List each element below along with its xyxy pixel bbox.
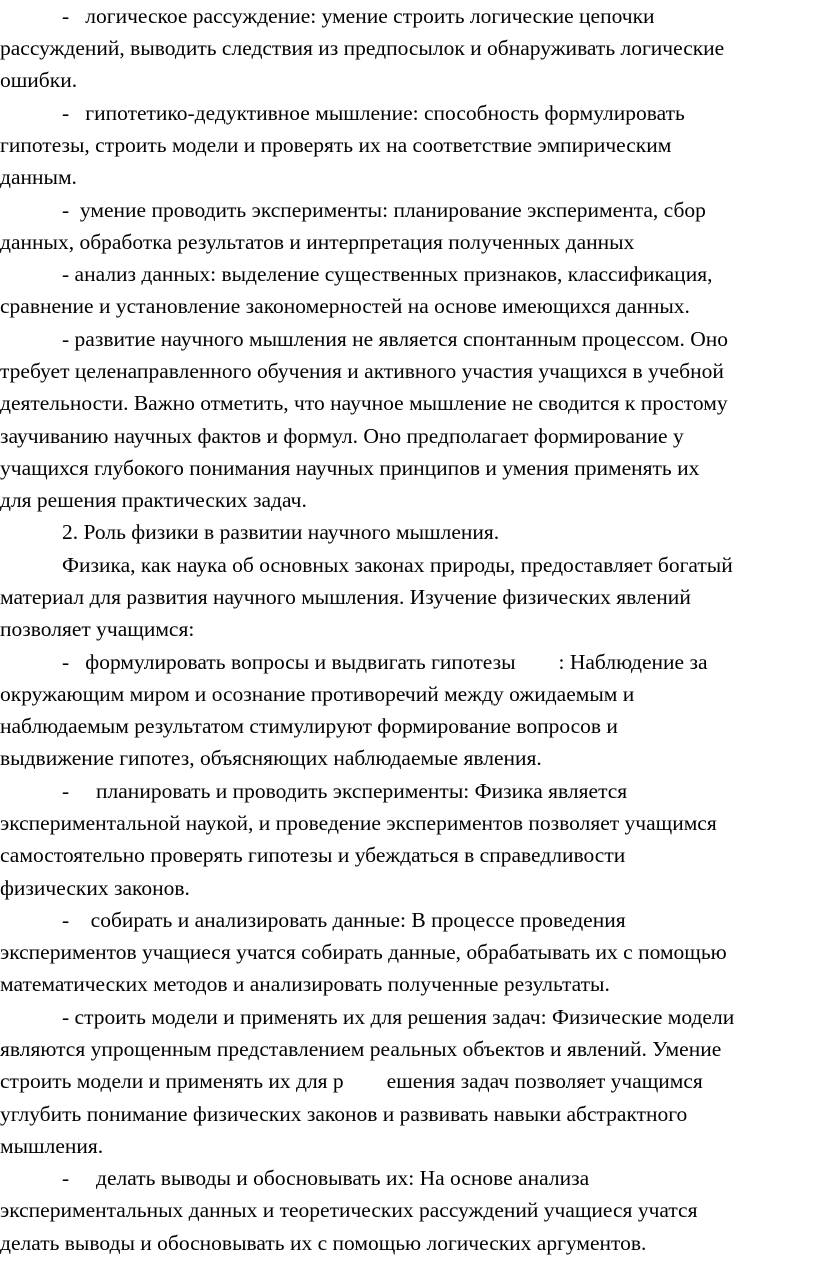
section-heading: 2. Роль физики в развитии научного мышления. (62, 520, 500, 544)
text-line: делать выводы и обосновывать их с помощью логических аргументов. (0, 1231, 647, 1255)
text-line: - анализ данных: выделение существенных признаков, классификация, (62, 262, 713, 286)
text-line: - развитие научного мышления не является спонтанным процессом. Оно (62, 327, 729, 351)
text-line: гипотезы, строить модели и проверять их на соответствие эмпирическим (0, 133, 672, 157)
text-line: физических законов. (0, 876, 190, 900)
text-line: деятельности. Важно отметить, что научное мышление не сводится к простому (0, 391, 728, 415)
text-line: - логическое рассуждение: умение строить логические цепочки (62, 4, 655, 28)
text-line: сравнение и установление закономерностей на основе имеющихся данных. (0, 294, 690, 318)
text-line: Физика, как наука об основных законах природы, предоставляет богатый (62, 553, 733, 577)
text-line: - собирать и анализировать данные: В процессе проведения (62, 908, 626, 932)
text-line: окружающим миром и осознание противоречий между ожидаемым и (0, 682, 635, 706)
text-line: рассуждений, выводить следствия из предпосылок и обнаруживать логические (0, 36, 725, 60)
text-line: данным. (0, 165, 77, 189)
text-line: заучиванию научных фактов и формул. Оно предполагает формирование у (0, 424, 684, 448)
text-line: позволяет учащимся: (0, 617, 195, 641)
text-line: для решения практических задач. (0, 488, 307, 512)
text-line: учащихся глубокого понимания научных принципов и умения применять их (0, 456, 700, 480)
text-line: экспериментов учащиеся учатся собирать данные, обрабатывать их с помощью (0, 940, 727, 964)
text-line: данных, обработка результатов и интерпретация полученных данных (0, 230, 635, 254)
text-line: мышления. (0, 1134, 104, 1158)
text-line: материал для развития научного мышления. Изучение физических явлений (0, 585, 691, 609)
text-line: самостоятельно проверять гипотезы и убеждаться в справедливости (0, 843, 626, 867)
text-line: являются упрощенным представлением реальных объектов и явлений. Умение (0, 1037, 722, 1061)
text-line: выдвижение гипотез, объясняющих наблюдаемые явления. (0, 746, 542, 770)
text-line: экспериментальных данных и теоретических рассуждений учащиеся учатся (0, 1198, 698, 1222)
text-line: строить модели и применять их для р ешения задач позволяет учащимся (0, 1069, 703, 1093)
text-line: - умение проводить эксперименты: планирование эксперимента, сбор (62, 198, 706, 222)
text-line: - формулировать вопросы и выдвигать гипотезы : Наблюдение за (62, 650, 708, 674)
text-line: математических методов и анализировать полученные результаты. (0, 972, 610, 996)
text-line: - гипотетико-дедуктивное мышление: способность формулировать (62, 101, 685, 125)
text-line: - строить модели и применять их для решения задач: Физические модели (62, 1005, 735, 1029)
text-line: наблюдаемым результатом стимулируют формирование вопросов и (0, 714, 618, 738)
text-line: углубить понимание физических законов и развивать навыки абстрактного (0, 1102, 688, 1126)
text-line: ошибки. (0, 68, 78, 92)
text-line: - делать выводы и обосновывать их: На основе анализа (62, 1166, 590, 1190)
text-line: требует целенаправленного обучения и активного участия учащихся в учебной (0, 359, 724, 383)
text-line: - планировать и проводить эксперименты: Физика является (62, 779, 628, 803)
text-line: экспериментальной наукой, и проведение экспериментов позволяет учащимся (0, 811, 717, 835)
